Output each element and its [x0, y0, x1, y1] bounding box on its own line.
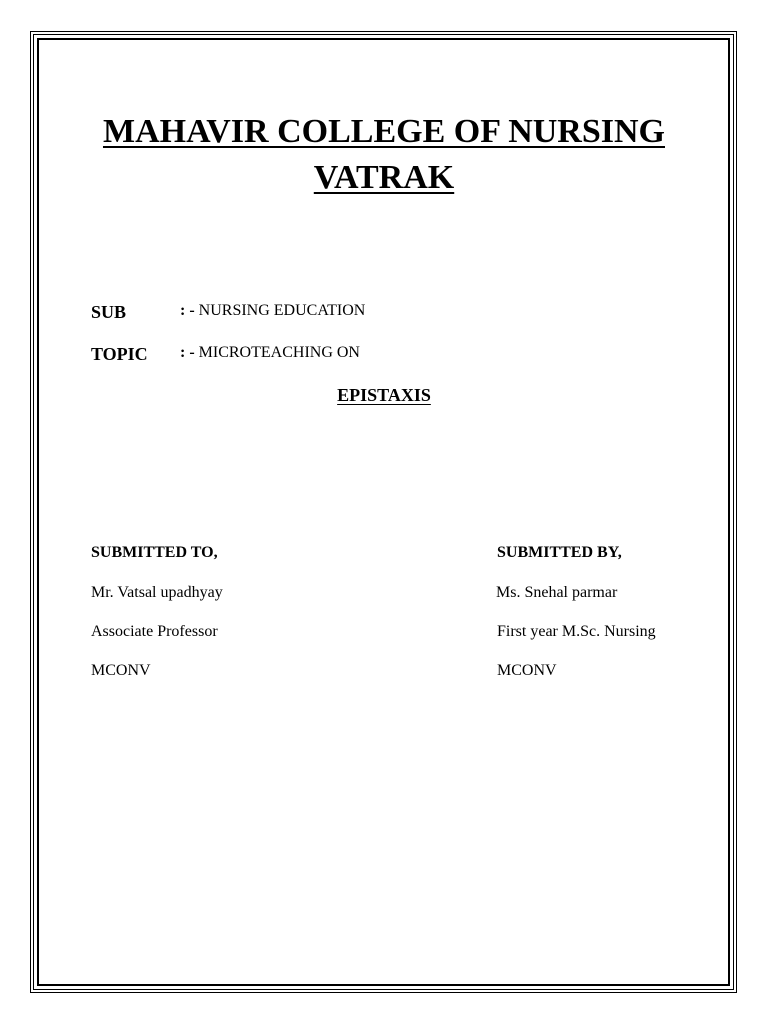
submitted-to-block: [91, 545, 223, 702]
subject-value-group: [180, 303, 365, 319]
submitted-to-institution: MCONV: [91, 662, 151, 679]
topic-row: [91, 344, 360, 364]
topic-label: TOPIC: [91, 344, 148, 364]
topic-separator: : -: [180, 344, 195, 361]
subject-label: SUB: [91, 302, 127, 322]
submitted-to-name: Mr. Vatsal upadhyay: [91, 584, 223, 601]
subject-row: [91, 302, 366, 322]
submitted-by-heading: SUBMITTED BY,: [497, 544, 622, 561]
submitted-by-institution: MCONV: [497, 662, 557, 679]
submitted-by-block: [497, 545, 656, 702]
topic-title: EPISTAXIS: [337, 385, 431, 405]
submitted-by-designation: First year M.Sc. Nursing: [497, 623, 656, 640]
topic-value-group: [180, 345, 360, 361]
subject-value: NURSING EDUCATION: [198, 302, 366, 319]
college-title-line1: MAHAVIR COLLEGE OF NURSING: [102, 113, 665, 150]
submitted-to-designation: Associate Professor: [91, 623, 218, 640]
topic-value: MICROTEACHING ON: [198, 344, 360, 361]
subject-separator: : -: [180, 302, 195, 319]
submitted-by-name: Ms. Snehal parmar: [496, 584, 618, 601]
submitted-to-heading: SUBMITTED TO,: [91, 544, 218, 561]
college-title-line2: VATRAK: [313, 159, 455, 196]
